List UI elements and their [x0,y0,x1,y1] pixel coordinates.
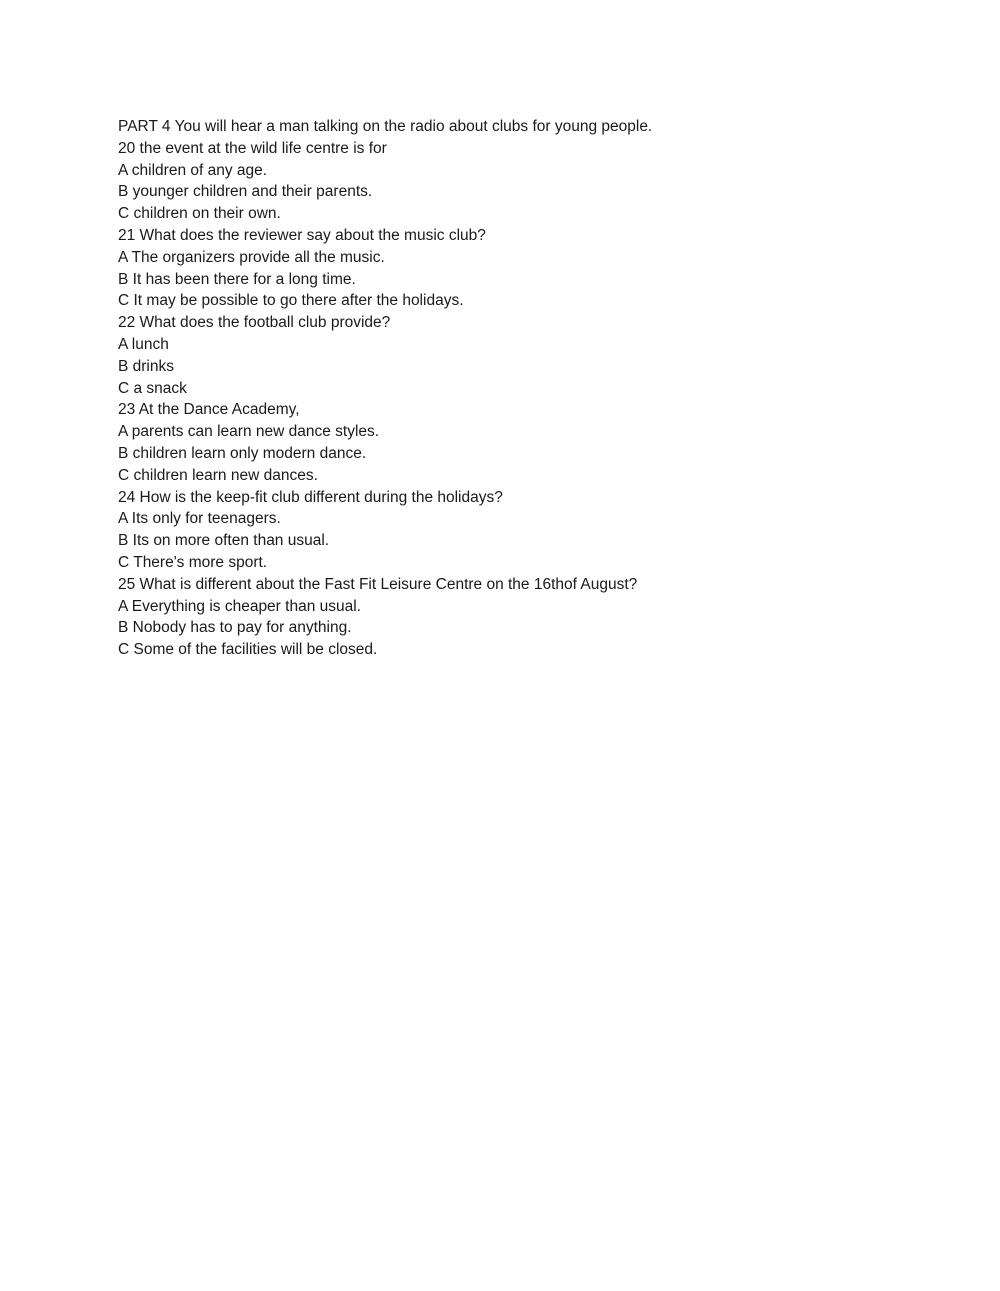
question-20: 20 the event at the wild life centre is for [118,139,387,157]
question-20-option-b: B younger children and their parents. [118,183,373,201]
question-20-option-a: A children of any age. [118,161,268,179]
question-21-option-b: B It has been there for a long time. [118,270,356,288]
question-21: 21 What does the reviewer say about the music club? [118,226,486,244]
question-24-option-a: A Its only for teenagers. [118,510,281,528]
question-25: 25 What is different about the Fast Fit Leisure Centre on the 16thof August? [118,575,638,593]
document-content [118,116,938,661]
question-24: 24 How is the keep-fit club different during the holidays? [118,488,503,506]
question-22-option-c: C a snack [118,379,187,397]
part-intro: PART 4 You will hear a man talking on the radio about clubs for young people. [118,118,653,135]
question-23-option-c: C children learn new dances. [118,466,318,484]
question-25-option-c: C Some of the facilities will be closed. [118,641,378,659]
question-24-option-b: B Its on more often than usual. [118,532,330,550]
question-21-option-a: A The organizers provide all the music. [118,248,385,266]
question-22-option-a: A lunch [118,335,169,353]
question-25-option-a: A Everything is cheaper than usual. [118,597,361,615]
question-20-option-c: C children on their own. [118,205,281,223]
question-23-option-a: A parents can learn new dance styles. [118,423,380,441]
question-21-option-c: C It may be possible to go there after the holidays. [118,292,464,310]
question-22-option-b: B drinks [118,357,174,375]
question-23: 23 At the Dance Academy, [118,401,300,419]
question-24-option-c: C There's more sport. [118,553,268,571]
question-22: 22 What does the football club provide? [118,314,391,332]
question-25-option-b: B Nobody has to pay for anything. [118,619,352,637]
question-23-option-b: B children learn only modern dance. [118,444,367,462]
